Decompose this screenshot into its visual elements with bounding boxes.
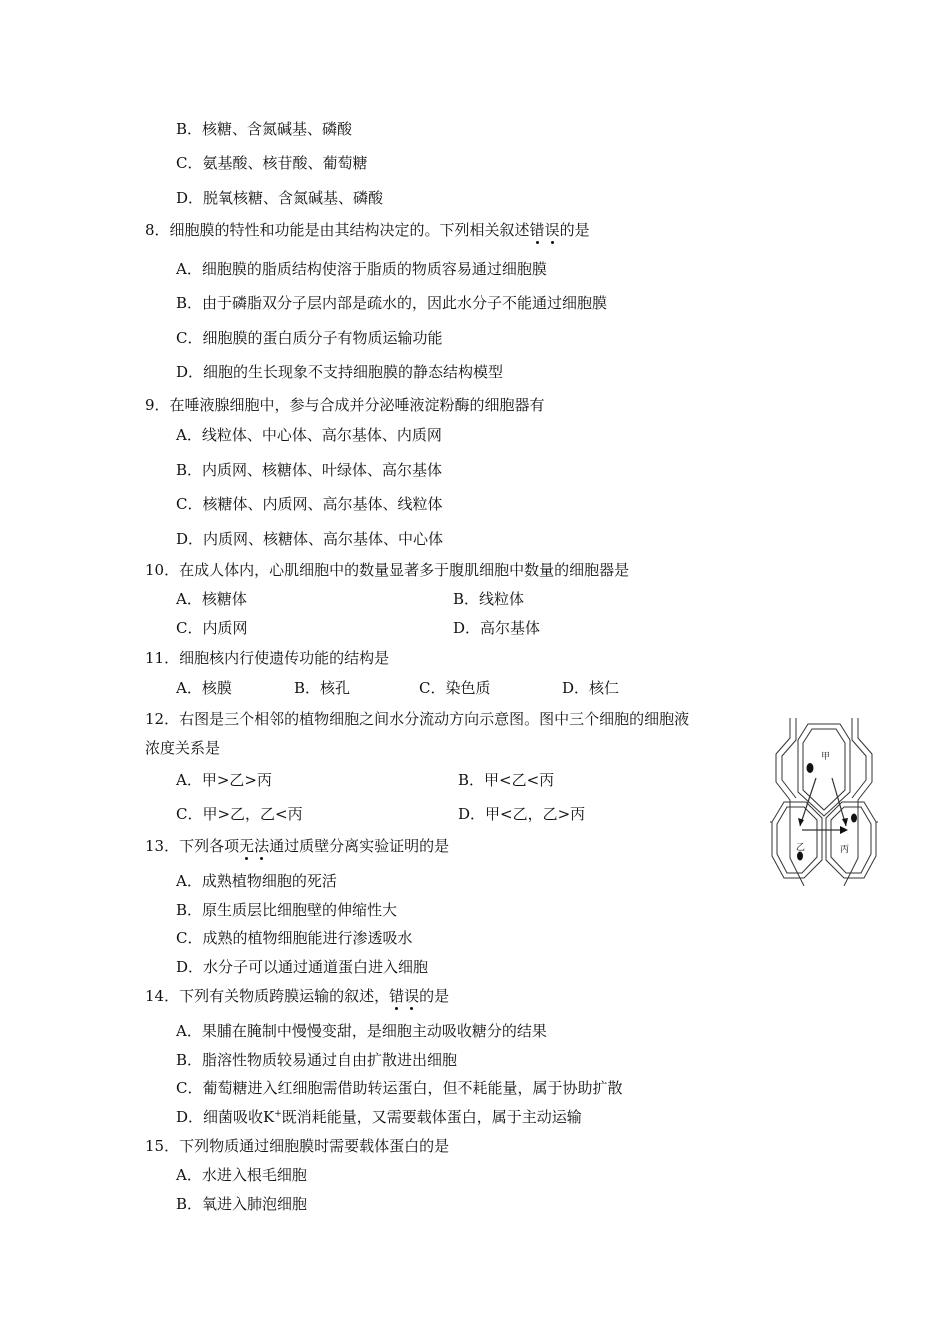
q14-option-b: B．脂溶性物质较易通过自由扩散进出细胞 <box>176 1051 458 1069</box>
q8-stem <box>145 220 590 240</box>
q13-stem <box>145 836 449 856</box>
q11-option-b: B．核孔 <box>294 679 351 697</box>
q12-option-c: C．甲>乙，乙<丙 <box>176 805 303 823</box>
q8-stem-emphasis-2: 误 <box>544 221 560 239</box>
q11-option-c: C．染色质 <box>419 679 491 697</box>
q7-option-b: B．核糖、含氮碱基、磷酸 <box>176 120 353 138</box>
q10-option-d: D．高尔基体 <box>453 619 541 637</box>
q9-option-a: A．线粒体、中心体、高尔基体、内质网 <box>176 426 442 444</box>
q9-option-c: C．核糖体、内质网、高尔基体、线粒体 <box>176 495 443 513</box>
cell-wall-outline <box>852 718 866 798</box>
q10-option-b: B．线粒体 <box>453 590 525 608</box>
q11-option-a: A．核膜 <box>176 679 232 697</box>
q7-option-c: C．氨基酸、核苷酸、葡萄糖 <box>176 154 368 172</box>
q12-option-a: A．甲>乙>丙 <box>176 771 272 789</box>
q12-option-d: D．甲<乙，乙>丙 <box>458 805 586 823</box>
q12-option-b: B．甲<乙<丙 <box>458 771 555 789</box>
cell-label-bing: 丙 <box>840 845 850 855</box>
cell-jia-nucleus <box>807 763 814 773</box>
arrowhead-icon <box>842 818 848 826</box>
q13-option-d: D．水分子可以通过通道蛋白进入细胞 <box>176 958 429 976</box>
q14-option-d-superscript: + <box>274 1109 282 1119</box>
q15-option-b: B．氧进入肺泡细胞 <box>176 1195 308 1213</box>
q13-stem-emphasis-2: 法 <box>254 837 270 855</box>
q13-stem-pre: 13．下列各项 <box>145 837 240 855</box>
cell-bing-wall-inner <box>831 807 871 873</box>
q11-option-d: D．核仁 <box>562 679 620 697</box>
cell-bing-wall <box>826 802 876 878</box>
q8-stem-post: 的是 <box>559 221 590 239</box>
q15-stem: 15．下列物质通过细胞膜时需要载体蛋白的是 <box>145 1137 450 1155</box>
q14-stem-post: 的是 <box>419 987 450 1005</box>
plant-cell-water-flow-diagram <box>770 718 878 886</box>
q15-option-a: A．水进入根毛细胞 <box>176 1166 307 1184</box>
q12-stem-line-2: 浓度关系是 <box>145 739 221 757</box>
q9-option-b: B．内质网、核糖体、叶绿体、高尔基体 <box>176 461 443 479</box>
q14-option-c: C．葡萄糖进入红细胞需借助转运蛋白，但不耗能量，属于协助扩散 <box>176 1079 623 1097</box>
q13-stem-post: 通过质壁分离实验证明的是 <box>269 837 450 855</box>
q7-option-d: D．脱氧核糖、含氮碱基、磷酸 <box>176 189 384 207</box>
q9-stem: 9．在唾液腺细胞中，参与合成并分泌唾液淀粉酶的细胞器有 <box>145 396 545 414</box>
q14-option-d-pre: D．细菌吸收K <box>176 1108 275 1126</box>
q8-stem-pre: 8．细胞膜的特性和功能是由其结构决定的。下列相关叙述 <box>145 221 530 239</box>
q9-option-d: D．内质网、核糖体、高尔基体、中心体 <box>176 530 444 548</box>
q8-option-c: C．细胞膜的蛋白质分子有物质运输功能 <box>176 329 443 347</box>
q14-stem-pre: 14．下列有关物质跨膜运输的叙述， <box>145 987 390 1005</box>
q11-stem: 11．细胞核内行使遗传功能的结构是 <box>145 649 390 667</box>
cell-yi-wall <box>772 802 822 878</box>
cell-label-jia: 甲 <box>821 752 831 762</box>
q12-stem-line-1: 12．右图是三个相邻的植物细胞之间水分流动方向示意图。图中三个细胞的细胞液 <box>145 710 690 728</box>
arrowhead-icon <box>840 826 848 834</box>
cell-wall-outline <box>782 718 796 798</box>
q13-option-a: A．成熟植物细胞的死活 <box>176 872 337 890</box>
q14-option-d-post: 既消耗能量，又需要载体蛋白，属于主动运输 <box>281 1108 582 1126</box>
cell-bing-nucleus <box>851 814 857 823</box>
q14-stem-emphasis-2: 误 <box>404 987 420 1005</box>
q8-option-a: A．细胞膜的脂质结构使溶于脂质的物质容易通过细胞膜 <box>176 260 547 278</box>
q8-option-b: B．由于磷脂双分子层内部是疏水的，因此水分子不能通过细胞膜 <box>176 294 608 312</box>
q8-option-d: D．细胞的生长现象不支持细胞膜的静态结构模型 <box>176 363 504 381</box>
q14-stem-emphasis-1: 错 <box>389 987 405 1005</box>
q10-stem: 10．在成人体内，心肌细胞中的数量显著多于腹肌细胞中数量的细胞器是 <box>145 561 630 579</box>
q13-option-b: B．原生质层比细胞壁的伸缩性大 <box>176 901 398 919</box>
q14-option-d <box>176 1107 582 1127</box>
q10-option-c: C．内质网 <box>176 619 248 637</box>
q14-stem <box>145 986 449 1006</box>
q8-stem-emphasis-1: 错 <box>529 221 545 239</box>
q13-option-c: C．成熟的植物细胞能进行渗透吸水 <box>176 929 413 947</box>
q10-option-a: A．核糖体 <box>176 590 247 608</box>
q13-stem-emphasis-1: 无 <box>239 837 255 855</box>
q14-option-a: A．果脯在腌制中慢慢变甜，是细胞主动吸收糖分的结果 <box>176 1022 547 1040</box>
cell-label-yi: 乙 <box>796 843 806 853</box>
cell-yi-wall-inner <box>777 807 817 873</box>
